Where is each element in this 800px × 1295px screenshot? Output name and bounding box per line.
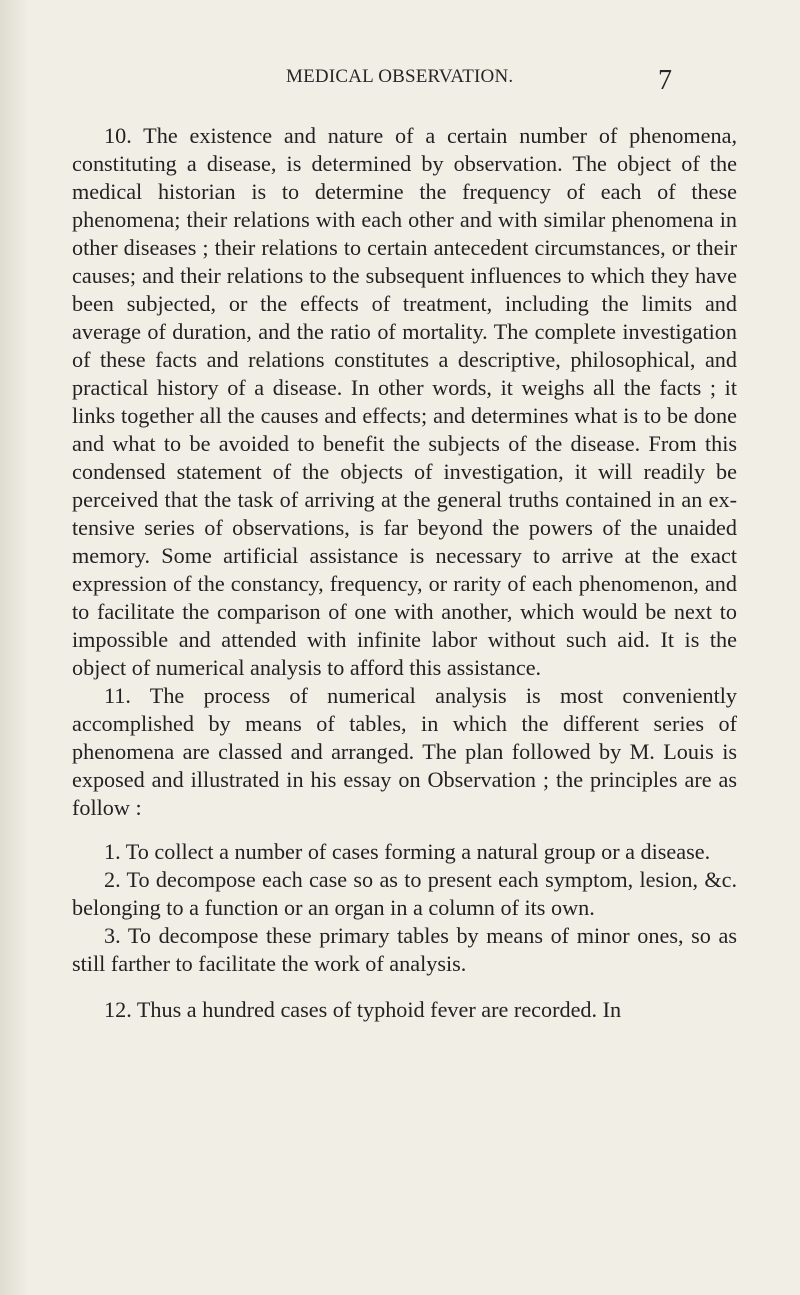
spacer [72, 822, 737, 838]
list-item-2: 2. To decompose each case so as to present each symptom, lesion, &c. belonging to a function or an organ in a column of its own. [72, 867, 737, 920]
paragraph-10: 10. The existence and nature of a certain number of phenomena, constituting a disease, is determined by observation. The object of the medical historian is to determine the frequency of each of these phenomena; their relations with each other and with similar phenomena in other diseases ; their relations to certain antecedent circumstances, or their causes; and their relations to the subsequent influences to which they have been subjected, or the effects of treatment, including the limits and average of duration, and the ratio of mortality. The complete investigation of these facts and relations constitutes a descriptive, philosophical, and practical history of a disease. In other words, it weighs all the facts ; it links together all the causes and effects; and determines what is to be done and what to be avoided to benefit the subjects of the disease. From this condensed statement of the objects of investigation, it will readily be perceived that the task of arriving at the general truths contained in an extensive series of observations, is far beyond the powers of the unaided memory. Some artificial assistance is necessary to arrive at the exact expression of the constancy, frequency, or rarity of each phenomenon, and to facilitate the comparison of one with another, which would be next to impossible and attended with infinite labor without such aid. It is the object of numerical analysis to afford this assistance. [72, 123, 737, 680]
page-content [72, 122, 737, 1024]
paragraph-12-start: 12. Thus a hundred cases of typhoid fever are recorded. In [104, 997, 622, 1022]
page-edge-shadow [0, 0, 28, 1295]
list-item-3: 3. To decompose these primary tables by means of minor ones, so as still farther to facilitate the work of analysis. [72, 923, 737, 976]
running-head: MEDICAL OBSERVATION. [286, 66, 514, 87]
spacer [72, 978, 737, 996]
paragraph-11: 11. The process of numerical analysis is most conveniently accomplished by means of tables, in which the different series of phenomena are classed and arranged. The plan followed by M. Louis is exposed and illustrated in his essay on Observation ; the principles are as follow : [72, 683, 737, 820]
list-item-1: 1. To collect a number of cases forming a natural group or a disease. [104, 839, 711, 864]
page-header [0, 66, 800, 96]
principles-list [72, 838, 737, 978]
page-number: 7 [658, 65, 672, 96]
